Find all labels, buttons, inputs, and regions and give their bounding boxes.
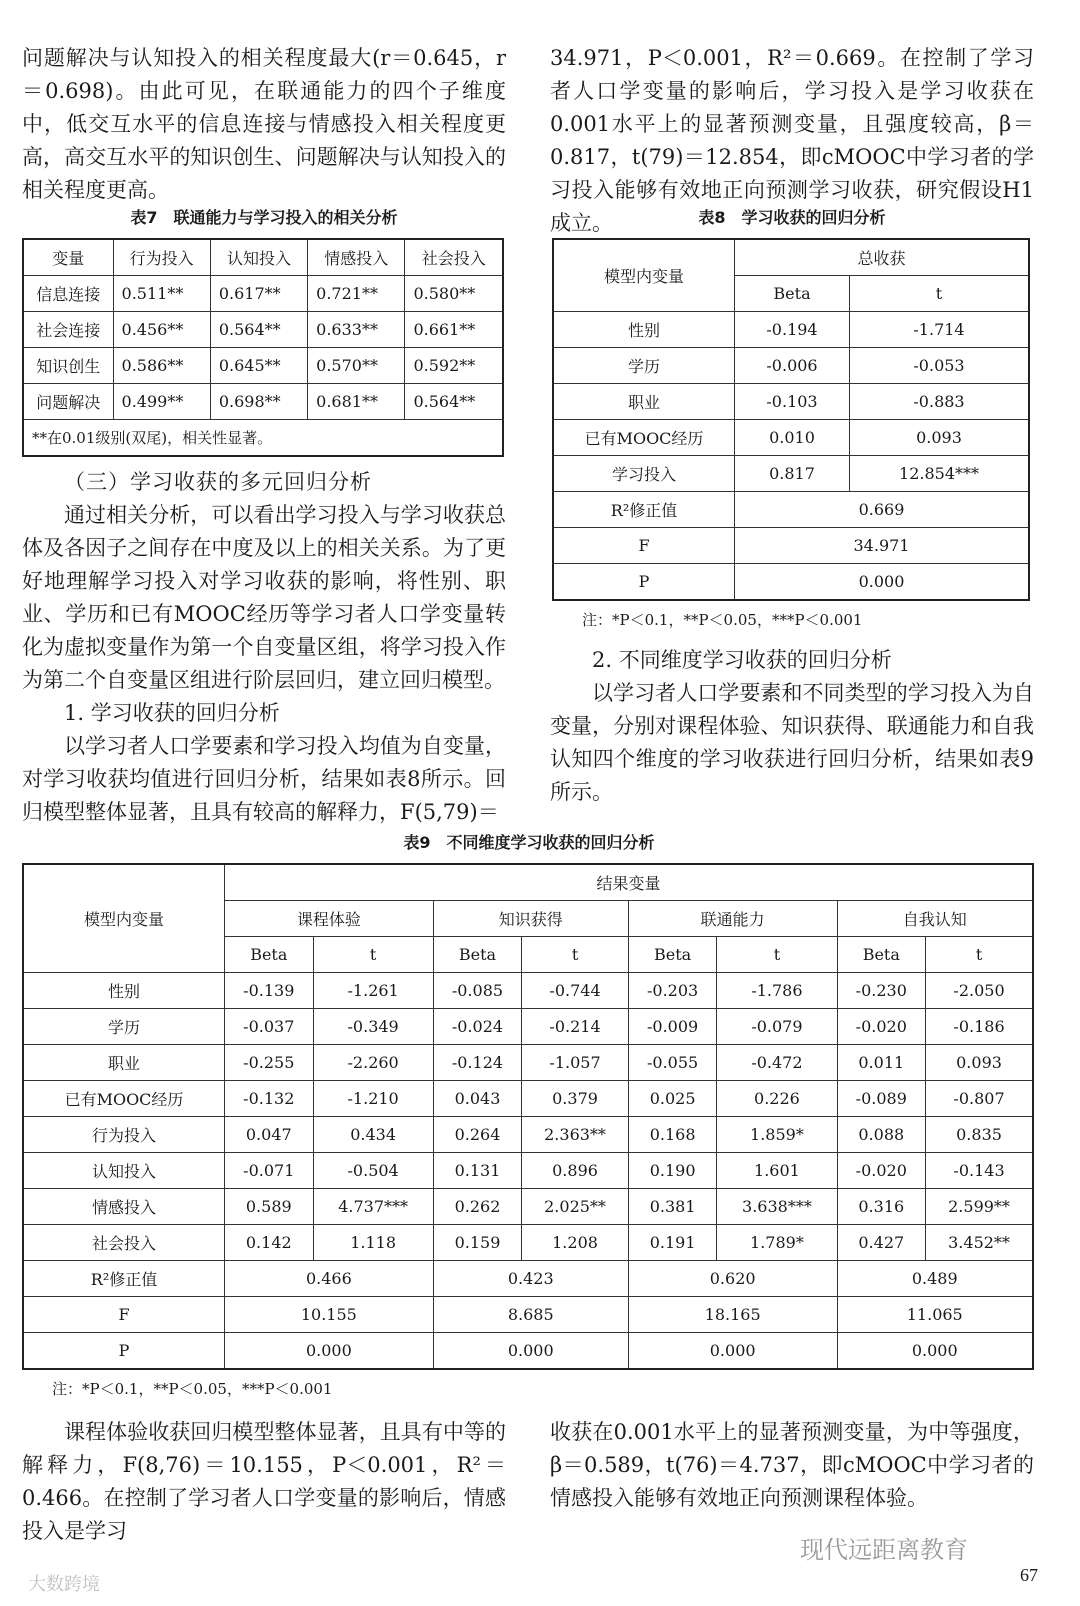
table-header-cell: t <box>522 937 629 973</box>
table-cell: 0.025 <box>628 1081 717 1117</box>
table-cell: -1.210 <box>313 1081 433 1117</box>
table7-caption: 表7 联通能力与学习投入的相关分析 <box>130 208 398 227</box>
table-header-cell: 认知投入 <box>210 239 307 276</box>
table-cell: -0.053 <box>850 348 1029 384</box>
table-cell: 0.511** <box>113 276 210 312</box>
table-footnote: **在0.01级别(双尾)，相关性显著。 <box>23 420 503 457</box>
table-cell: 0.896 <box>522 1153 629 1189</box>
table-row <box>23 864 1033 901</box>
table-cell: 0.434 <box>313 1117 433 1153</box>
table-row <box>23 312 503 348</box>
table-cell: 0.191 <box>628 1225 717 1261</box>
table-row <box>23 384 503 420</box>
paragraph: 问题解决与认知投入的相关程度最大(r＝0.645，r＝0.698)。由此可见，在联通能力的四个子维度中，低交互水平的信息连接与情感投入相关程度更高，高交互水平的知识创生、问题解决与认知投入的相关程度更高。 <box>22 46 506 202</box>
table-row <box>553 312 1029 348</box>
table-row <box>553 348 1029 384</box>
table7 <box>22 238 504 457</box>
table-cell: 8.685 <box>433 1297 628 1333</box>
table-cell: 0.620 <box>628 1261 837 1297</box>
paragraph: 以学习者人口学要素和学习投入均值为自变量，对学习收获均值进行回归分析，结果如表8所示。回归模型整体显著，且具有较高的解释力，F(5,79)＝ <box>22 734 506 824</box>
row-label: 已有MOOC经历 <box>23 1081 225 1117</box>
table-cell: 0.661** <box>405 312 503 348</box>
section-heading: （三）学习收获的多元回归分析 <box>64 470 372 494</box>
paragraph: 课程体验收获回归模型整体显著，且具有中等的解释力，F(8,76)＝10.155，P＜0.001，R²＝0.466。在控制了学习者人口学变量的影响后，情感投入是学习 <box>22 1420 506 1543</box>
table-row <box>23 1225 1033 1261</box>
table-cell: 2.025** <box>522 1189 629 1225</box>
table-cell: -0.883 <box>850 384 1029 420</box>
bottom-left <box>22 1416 506 1548</box>
table-cell: 0.010 <box>735 420 850 456</box>
table-header-cell: 课程体验 <box>225 901 434 937</box>
table-cell: -0.055 <box>628 1045 717 1081</box>
row-label: 信息连接 <box>23 276 113 312</box>
row-label: 已有MOOC经历 <box>553 420 735 456</box>
table7-block <box>22 205 506 457</box>
table-cell: 0.226 <box>717 1081 837 1117</box>
table-row <box>23 1081 1033 1117</box>
table-row <box>553 492 1029 528</box>
table-header-cell: t <box>926 937 1033 973</box>
table-cell: 0.456** <box>113 312 210 348</box>
table-header-cell: Beta <box>837 937 926 973</box>
table-cell: -0.020 <box>837 1009 926 1045</box>
row-label: 问题解决 <box>23 384 113 420</box>
table-row <box>23 420 503 457</box>
table-row <box>23 973 1033 1009</box>
row-label: R²修正值 <box>23 1261 225 1297</box>
paragraph: 通过相关分析，可以看出学习投入与学习收获总体及各因子之间存在中度及以上的相关关系。为了更好地理解学习投入对学习收获的影响，将性别、职业、学历和已有MOOC经历等学习者人口学变量转化为虚拟变量作为第一个自变量区组，将学习投入作为第二个自变量区组进行阶层回归，建立回归模型。 <box>22 503 506 692</box>
table-cell: -1.057 <box>522 1045 629 1081</box>
row-label: 社会投入 <box>23 1225 225 1261</box>
table-cell: 3.452** <box>926 1225 1033 1261</box>
row-label: 学历 <box>23 1009 225 1045</box>
table-header-cell: 社会投入 <box>405 239 503 276</box>
paragraph: 收获在0.001水平上的显著预测变量，为中等强度，β＝0.589，t(76)＝4.737，即cMOOC中学习者的情感投入能够有效地正向预测课程体验。 <box>550 1420 1034 1510</box>
table-cell: -0.139 <box>225 973 314 1009</box>
row-label: 认知投入 <box>23 1153 225 1189</box>
table-cell: 0.698** <box>210 384 307 420</box>
table9-block <box>22 830 1036 1399</box>
table-cell: 0.564** <box>210 312 307 348</box>
table-cell: 0.379 <box>522 1081 629 1117</box>
table-row <box>23 276 503 312</box>
table-cell: 0.817 <box>735 456 850 492</box>
table-cell: 0.262 <box>433 1189 522 1225</box>
table-cell: -0.472 <box>717 1045 837 1081</box>
table-header-cell: Beta <box>628 937 717 973</box>
table-header-cell: 联通能力 <box>628 901 837 937</box>
table-cell: -0.037 <box>225 1009 314 1045</box>
table-cell: 1.118 <box>313 1225 433 1261</box>
row-label: 性别 <box>553 312 735 348</box>
table-cell: -0.203 <box>628 973 717 1009</box>
watermark-left: 大数跨境 <box>28 1574 100 1595</box>
table-cell: -0.214 <box>522 1009 629 1045</box>
table-cell: -0.024 <box>433 1009 522 1045</box>
table-cell: 0.000 <box>837 1333 1033 1370</box>
table-cell: 0.168 <box>628 1117 717 1153</box>
table-cell: 0.316 <box>837 1189 926 1225</box>
table-header-cell: 知识获得 <box>433 901 628 937</box>
table-cell: 0.681** <box>308 384 405 420</box>
table-row <box>23 1297 1033 1333</box>
row-label: F <box>553 528 735 564</box>
table9-caption: 表9 不同维度学习收获的回归分析 <box>403 833 655 852</box>
table-cell: 12.854*** <box>850 456 1029 492</box>
table-cell: 0.093 <box>850 420 1029 456</box>
table-cell: -0.186 <box>926 1009 1033 1045</box>
table8-block <box>552 205 1032 630</box>
table-cell: 0.570** <box>308 348 405 384</box>
table-cell: -0.230 <box>837 973 926 1009</box>
table-cell: -0.006 <box>735 348 850 384</box>
table-cell: 0.000 <box>225 1333 434 1370</box>
table-row <box>553 528 1029 564</box>
table9 <box>22 863 1034 1370</box>
table8-caption: 表8 学习收获的回归分析 <box>698 208 886 227</box>
table-header-cell: t <box>313 937 433 973</box>
table-cell: 0.423 <box>433 1261 628 1297</box>
row-label: 学历 <box>553 348 735 384</box>
table-cell: 11.065 <box>837 1297 1033 1333</box>
table-cell: 0.427 <box>837 1225 926 1261</box>
table-cell: -0.349 <box>313 1009 433 1045</box>
table-cell: 0.131 <box>433 1153 522 1189</box>
table-cell: 1.208 <box>522 1225 629 1261</box>
table-cell: 0.011 <box>837 1045 926 1081</box>
page-number: 67 <box>1020 1565 1038 1585</box>
table-cell: 0.142 <box>225 1225 314 1261</box>
paragraph: 34.971，P＜0.001，R²＝0.669。在控制了学习者人口学变量的影响后，学习投入是学习收获在0.001水平上的显著预测变量，且强度较高，β＝0.817，t(79)＝12.854，即cMOOC中学习者的学习投入能够有效地正向预测学习收获，研究假设H1成立。 <box>550 46 1034 235</box>
paragraph: 以学习者人口学要素和不同类型的学习投入为自变量，分别对课程体验、知识获得、联通能力和自我认知四个维度的学习收获进行回归分析，结果如表9所示。 <box>550 681 1034 804</box>
table-cell: -0.744 <box>522 973 629 1009</box>
table-cell: -0.194 <box>735 312 850 348</box>
table-cell: -0.255 <box>225 1045 314 1081</box>
table-cell: 0.264 <box>433 1117 522 1153</box>
table-header-cell: Beta <box>225 937 314 973</box>
row-label: R²修正值 <box>553 492 735 528</box>
table-cell: 0.592** <box>405 348 503 384</box>
table-header-cell: 总收获 <box>735 239 1030 276</box>
table-cell: -0.085 <box>433 973 522 1009</box>
table-cell: -0.020 <box>837 1153 926 1189</box>
table-cell: -1.714 <box>850 312 1029 348</box>
table-header-cell: 情感投入 <box>308 239 405 276</box>
table-cell: 18.165 <box>628 1297 837 1333</box>
table-cell: 1.789* <box>717 1225 837 1261</box>
table-cell: 0.489 <box>837 1261 1033 1297</box>
table-cell: 0.633** <box>308 312 405 348</box>
table-header-cell: 行为投入 <box>113 239 210 276</box>
table-cell: 2.599** <box>926 1189 1033 1225</box>
table-header-cell: 结果变量 <box>225 864 1034 901</box>
table-cell: 0.159 <box>433 1225 522 1261</box>
table-cell: 0.580** <box>405 276 503 312</box>
row-label: 情感投入 <box>23 1189 225 1225</box>
table-row <box>23 1045 1033 1081</box>
table-cell: 1.601 <box>717 1153 837 1189</box>
table-cell: -0.807 <box>926 1081 1033 1117</box>
table-row <box>23 1009 1033 1045</box>
table-cell: 0.835 <box>926 1117 1033 1153</box>
table-cell: 0.586** <box>113 348 210 384</box>
table-row <box>23 1189 1033 1225</box>
table-cell: 0.466 <box>225 1261 434 1297</box>
bottom-right <box>550 1416 1034 1515</box>
row-label: P <box>23 1333 225 1370</box>
table-cell: 34.971 <box>735 528 1030 564</box>
table-row <box>23 1333 1033 1370</box>
table-cell: 3.638*** <box>717 1189 837 1225</box>
table-cell: -2.050 <box>926 973 1033 1009</box>
table-row <box>23 1261 1033 1297</box>
table-cell: 0.721** <box>308 276 405 312</box>
table-cell: -0.143 <box>926 1153 1033 1189</box>
table-cell: 0.047 <box>225 1117 314 1153</box>
table-cell: 1.859* <box>717 1117 837 1153</box>
table-cell: -0.124 <box>433 1045 522 1081</box>
table-cell: 0.000 <box>735 564 1030 601</box>
row-label: 学习投入 <box>553 456 735 492</box>
table-cell: 0.093 <box>926 1045 1033 1081</box>
table-cell: -0.079 <box>717 1009 837 1045</box>
table-header-cell: t <box>717 937 837 973</box>
table-cell: 0.000 <box>628 1333 837 1370</box>
table-header-cell: 模型内变量 <box>553 239 735 312</box>
table-row <box>553 384 1029 420</box>
table-cell: -0.504 <box>313 1153 433 1189</box>
row-label: 职业 <box>23 1045 225 1081</box>
table-header-cell: Beta <box>433 937 522 973</box>
table-row <box>553 456 1029 492</box>
table-cell: -0.071 <box>225 1153 314 1189</box>
table-cell: 2.363** <box>522 1117 629 1153</box>
table-cell: 0.564** <box>405 384 503 420</box>
table-cell: 0.088 <box>837 1117 926 1153</box>
table-cell: -0.009 <box>628 1009 717 1045</box>
subsection-heading: 1. 学习收获的回归分析 <box>64 701 280 725</box>
table-header-cell: 模型内变量 <box>23 864 225 973</box>
table-cell: 0.381 <box>628 1189 717 1225</box>
table-cell: 0.000 <box>433 1333 628 1370</box>
left-column-middle <box>22 466 506 829</box>
table-row <box>553 239 1029 276</box>
right-column-middle <box>550 644 1034 809</box>
table-cell: -0.132 <box>225 1081 314 1117</box>
table-row <box>553 564 1029 601</box>
table-cell: 0.589 <box>225 1189 314 1225</box>
table-row <box>23 348 503 384</box>
row-label: P <box>553 564 735 601</box>
table-cell: -0.103 <box>735 384 850 420</box>
table-header-cell: 变量 <box>23 239 113 276</box>
table9-note: 注：*P＜0.1，**P＜0.05，***P＜0.001 <box>52 1380 333 1398</box>
table-cell: -2.260 <box>313 1045 433 1081</box>
table-cell: 0.043 <box>433 1081 522 1117</box>
table-cell: 0.190 <box>628 1153 717 1189</box>
table-cell: 0.499** <box>113 384 210 420</box>
row-label: F <box>23 1297 225 1333</box>
table-cell: -0.089 <box>837 1081 926 1117</box>
table-cell: -1.261 <box>313 973 433 1009</box>
table8 <box>552 238 1030 601</box>
table-header-cell: Beta <box>735 276 850 312</box>
table-row <box>23 1117 1033 1153</box>
table-header-cell: t <box>850 276 1029 312</box>
table-row <box>553 420 1029 456</box>
table-cell: -1.786 <box>717 973 837 1009</box>
row-label: 知识创生 <box>23 348 113 384</box>
row-label: 性别 <box>23 973 225 1009</box>
table-cell: 10.155 <box>225 1297 434 1333</box>
table-row <box>23 1153 1033 1189</box>
table-cell: 0.645** <box>210 348 307 384</box>
table-row <box>23 239 503 276</box>
table-cell: 0.617** <box>210 276 307 312</box>
watermark-right: 现代远距离教育 <box>800 1536 968 1564</box>
row-label: 职业 <box>553 384 735 420</box>
table8-note: 注：*P＜0.1，**P＜0.05，***P＜0.001 <box>582 611 863 629</box>
table-cell: 0.669 <box>735 492 1030 528</box>
row-label: 社会连接 <box>23 312 113 348</box>
table-cell: 4.737*** <box>313 1189 433 1225</box>
row-label: 行为投入 <box>23 1117 225 1153</box>
subsection-heading: 2. 不同维度学习收获的回归分析 <box>592 648 892 672</box>
left-column <box>22 42 506 207</box>
table-header-cell: 自我认知 <box>837 901 1033 937</box>
